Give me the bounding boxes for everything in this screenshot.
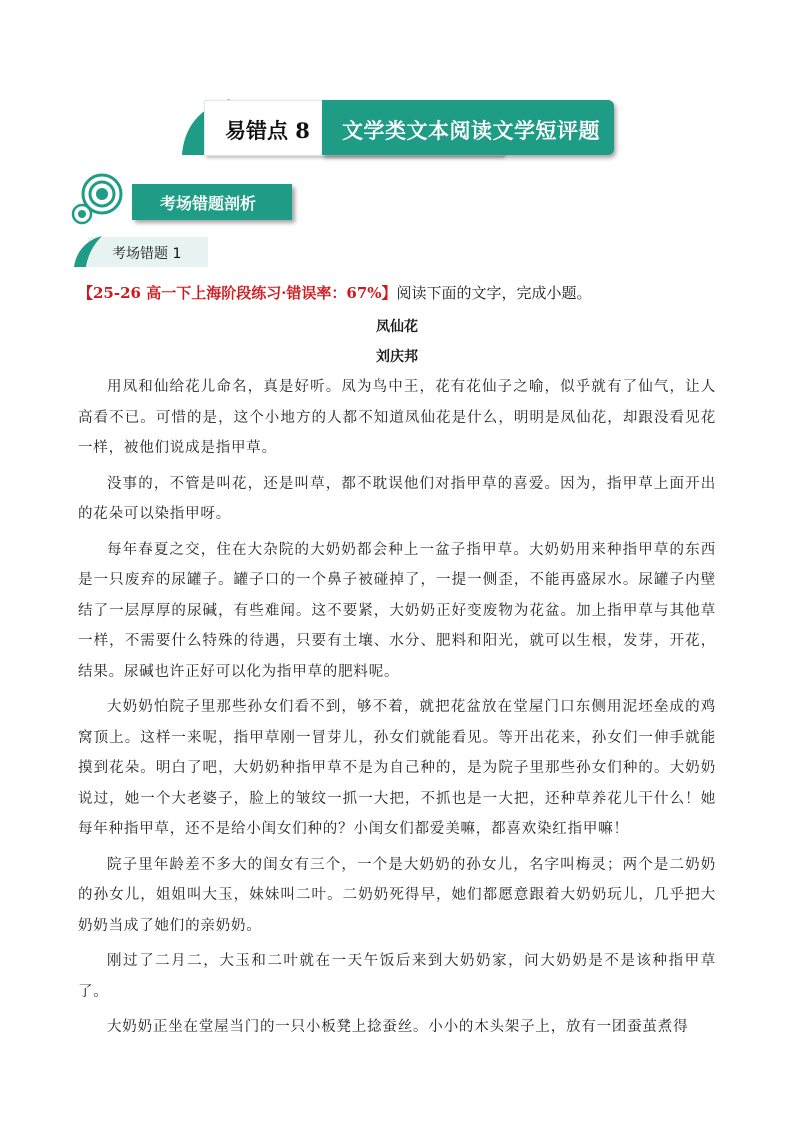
question-tag: 【25-26 高一下上海阶段练习·错误率：67%】 bbox=[78, 284, 397, 302]
leaf-icon bbox=[70, 234, 106, 270]
paragraph: 刚过了二月二，大玉和二叶就在一天午饭后来到大奶奶家，问大奶奶是不是该种指甲草了。 bbox=[78, 953, 716, 1000]
paragraph: 院子里年龄差不多大的闺女有三个，一个是大奶奶的孙女儿，名字叫梅灵；两个是二奶奶的孙女儿，姐姐叫大玉，妹妹叫二叶。二奶奶死得早，她们都愿意跟着大奶奶玩儿，几乎把大奶奶当成了她们的亲奶奶。 bbox=[78, 856, 716, 934]
question-prompt: 阅读下面的文字，完成小题。 bbox=[396, 284, 592, 302]
chapter-banner bbox=[178, 97, 618, 159]
chapter-title-text: 文学类文本阅读文学短评题 bbox=[342, 119, 600, 143]
section-title: 考场错题剖析 bbox=[160, 194, 257, 213]
section-header bbox=[68, 170, 298, 230]
sub-header-title: 考场错题 1 bbox=[112, 246, 182, 262]
section-title-box bbox=[132, 184, 292, 220]
paragraph: 大奶奶正坐在堂屋当门的一只小板凳上捻蚕丝。小小的木头架子上，放有一团蚕茧煮得 bbox=[107, 1019, 689, 1035]
chapter-title bbox=[322, 100, 614, 155]
article-author: 刘庆邦 bbox=[376, 349, 418, 365]
chapter-label-text: 易错点 8 bbox=[225, 118, 310, 143]
sub-header bbox=[70, 234, 220, 270]
paragraph: 每年春夏之交，住在大杂院的大奶奶都会种上一盆子指甲草。大奶奶用来种指甲草的东西是一只废弃的尿罐子。罐子口的一个鼻子被碰掉了，一提一侧歪，不能再盛尿水。尿罐子内壁结了一层厚厚的尿碱，有些难闻。这不要紧，大奶奶正好变废物为花盆。加上指甲草与其他草一样，不需要什么特殊的待遇，只要有土壤、水分、肥料和阳光，就可以生根，发芽，开花，结果。尿碱也许正好可以化为指甲草的肥料呢。 bbox=[78, 541, 716, 680]
paragraph: 用凤和仙给花儿命名，真是好听。凤为鸟中王，花有花仙子之喻，似乎就有了仙气，让人高看不已。可惜的是，这个小地方的人都不知道凤仙花是什么，明明是凤仙花，却跟没看见花一样，被他们说成是指甲草。 bbox=[78, 379, 716, 456]
question-line bbox=[78, 282, 718, 304]
article-body bbox=[78, 372, 716, 1048]
concentric-circles-icon bbox=[68, 170, 134, 230]
article-title: 凤仙花 bbox=[376, 319, 418, 335]
paragraph: 没事的，不管是叫花，还是叫草，都不耽误他们对指甲草的喜爱。因为，指甲草上面开出的花朵可以染指甲呀。 bbox=[78, 475, 716, 522]
paragraph: 大奶奶怕院子里那些孙女们看不到，够不着，就把花盆放在堂屋门口东侧用泥坯垒成的鸡窝顶上。这样一来呢，指甲草刚一冒芽儿，孙女们就能看见。等开出花来，孙女们一伸手就能摸到花朵。明白了吧，大奶奶种指甲草不是为自己种的，是为院子里那些孙女们种的。大奶奶说过，她一个大老婆子，脸上的皱纹一抓一大把，不抓也是一大把，还种草养花儿干什么！她每年种指甲草，还不是给小闺女们种的？小闺女们都爱美嘛，都喜欢染红指甲嘛！ bbox=[78, 699, 716, 837]
